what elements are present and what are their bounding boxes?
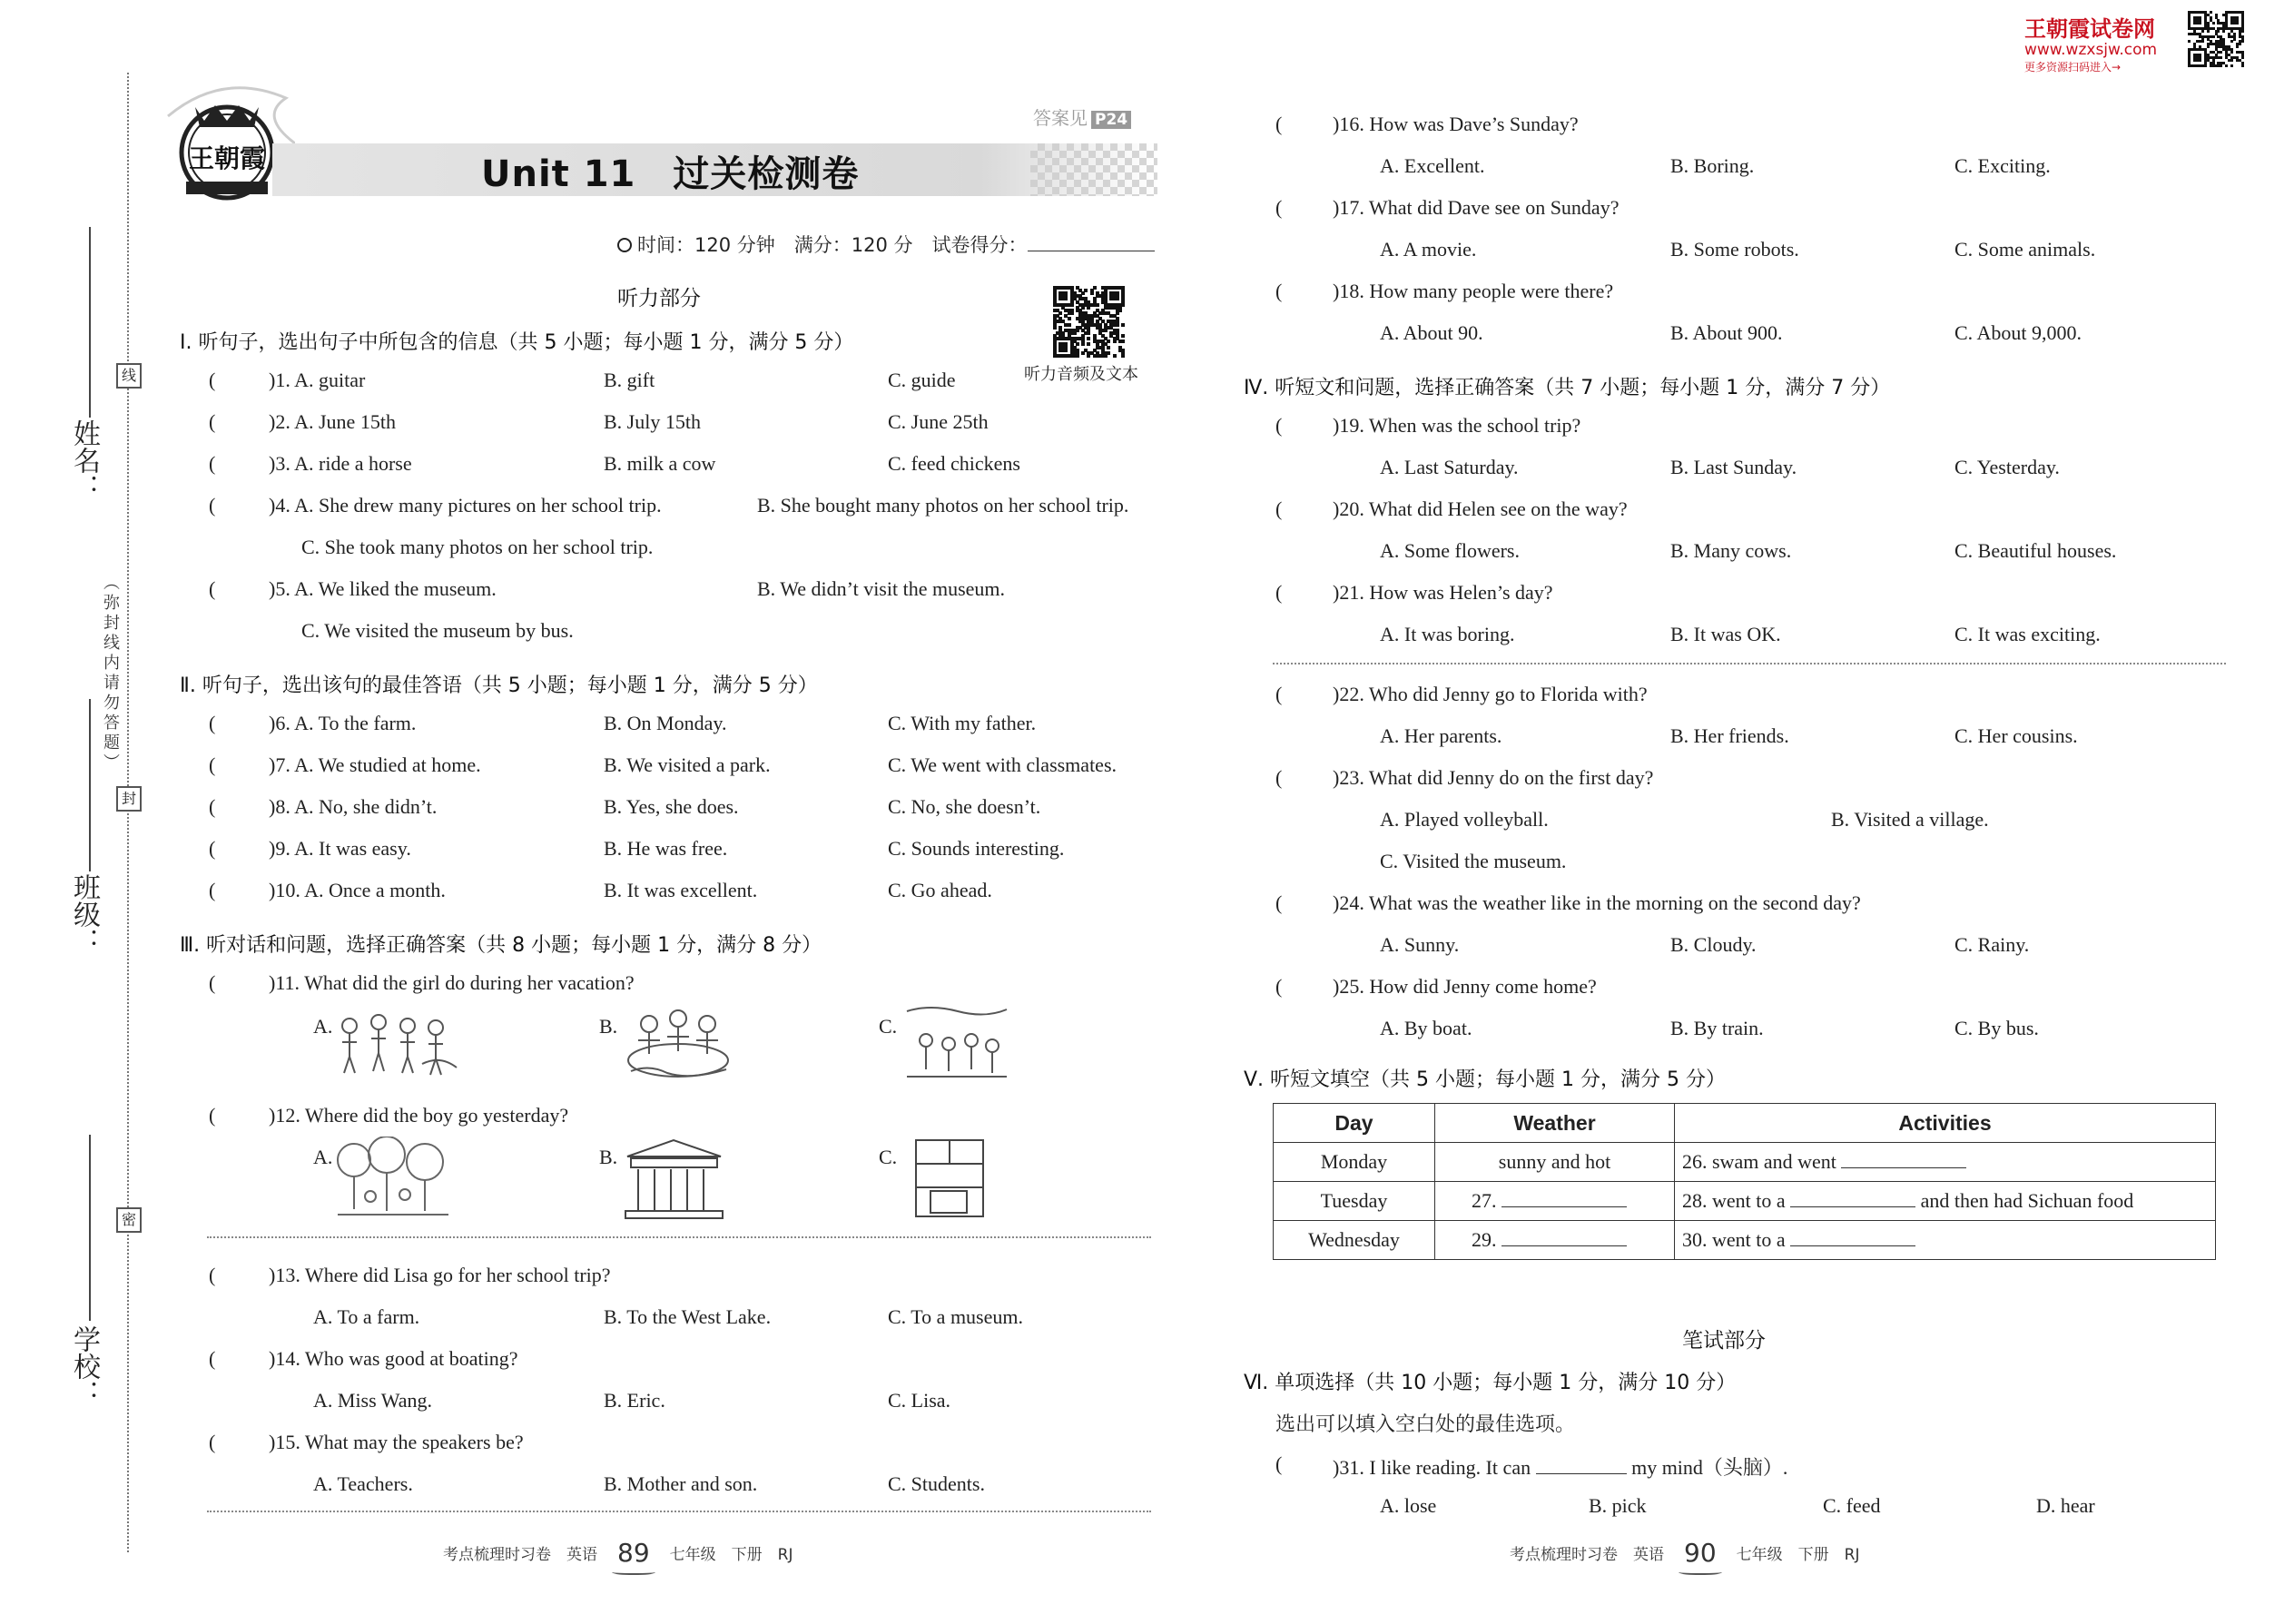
q16-option-c: C. Exciting. xyxy=(1954,154,2051,177)
q16-stem: )16. How was Dave’s Sunday? xyxy=(1333,113,1579,135)
q17-option-c: C. Some animals. xyxy=(1954,238,2096,261)
brand-qr-code-icon[interactable] xyxy=(2188,11,2244,67)
section-4-title: Ⅳ. 听短文和问题，选择正确答案（共 7 小题；每小题 1 分，满分 7 分） xyxy=(1244,377,1891,399)
q9-option-c: C. Sounds interesting. xyxy=(888,837,1065,860)
brand-url[interactable]: www.wzxsjw.com xyxy=(2024,41,2158,59)
footer-left: 考点梳理时习卷 英语 89 七年级 下册 RJ xyxy=(443,1538,793,1568)
divider xyxy=(207,1511,1151,1512)
q12-picture-c-icon[interactable] xyxy=(912,1137,987,1220)
answer-paren[interactable]: ( xyxy=(1275,196,1283,219)
q12-stem: )12. Where did the boy go yesterday? xyxy=(269,1104,569,1127)
q18-option-c: C. About 9,000. xyxy=(1954,321,2082,344)
answer-paren[interactable]: ( xyxy=(209,795,216,818)
q14-option-c: C. Lisa. xyxy=(888,1389,951,1412)
q7-option-b: B. We visited a park. xyxy=(604,753,771,776)
schedule-table xyxy=(1273,1103,2216,1260)
q23-option-a: A. Played volleyball. xyxy=(1380,808,1549,831)
q13-stem: )13. Where did Lisa go for her school trip? xyxy=(269,1264,611,1286)
q13-option-c: C. To a museum. xyxy=(888,1305,1023,1328)
answer-paren[interactable]: ( xyxy=(209,753,216,776)
name-label: 姓名： xyxy=(68,419,100,501)
q13-option-a: A. To a farm. xyxy=(313,1305,420,1328)
page-number: 89 xyxy=(617,1538,650,1568)
q24-stem: )24. What was the weather like in the morning on the second day? xyxy=(1333,891,1861,914)
q14-option-a: A. Miss Wang. xyxy=(313,1389,433,1412)
answer-paren[interactable]: ( xyxy=(1275,975,1283,998)
binding-strip xyxy=(0,0,159,1624)
q20-stem: )20. What did Helen see on the way? xyxy=(1333,497,1628,520)
q31-stem: )31. I like reading. It can my mind（头脑）. xyxy=(1333,1456,1788,1479)
binding-mark-line: 线 xyxy=(116,363,142,389)
q8-option-a: )8. A. No, she didn’t. xyxy=(269,795,438,818)
q31-option-c: C. feed xyxy=(1823,1494,1881,1517)
q4-option-c: C. She took many photos on her school trip. xyxy=(301,536,654,558)
q23-option-c: C. Visited the museum. xyxy=(1380,850,1567,872)
q19-option-c: C. Yesterday. xyxy=(1954,456,2060,478)
section-5-title: Ⅴ. 听短文填空（共 5 小题；每小题 1 分，满分 5 分） xyxy=(1244,1068,1726,1091)
q15-option-b: B. Mother and son. xyxy=(604,1472,758,1495)
answer-paren[interactable]: ( xyxy=(1275,414,1283,437)
brand-name: 王朝霞试卷网 xyxy=(2024,16,2155,42)
q2-option-b: B. July 15th xyxy=(604,410,701,433)
q15-option-a: A. Teachers. xyxy=(313,1472,413,1495)
answer-paren[interactable]: ( xyxy=(209,494,216,517)
q14-option-b: B. Eric. xyxy=(604,1389,665,1412)
table-cell: sunny and hot xyxy=(1435,1143,1675,1182)
table-cell: 28. went to a and then had Sichuan food xyxy=(1675,1182,2216,1221)
table-header: Activities xyxy=(1675,1104,2216,1143)
q18-stem: )18. How many people were there? xyxy=(1333,280,1614,302)
q21-option-c: C. It was exciting. xyxy=(1954,623,2101,645)
q7-option-c: C. We went with classmates. xyxy=(888,753,1117,776)
q20-option-c: C. Beautiful houses. xyxy=(1954,539,2117,562)
q14-stem: )14. Who was good at boating? xyxy=(269,1347,518,1370)
q5-option-c: C. We visited the museum by bus. xyxy=(301,619,574,642)
q17-option-a: A. A movie. xyxy=(1380,238,1477,261)
q11-picture-a-icon[interactable] xyxy=(331,1009,458,1084)
q5-option-b: B. We didn’t visit the museum. xyxy=(757,577,1006,600)
q23-stem: )23. What did Jenny do on the first day? xyxy=(1333,766,1654,789)
q23-option-b: B. Visited a village. xyxy=(1831,808,1989,831)
q12-picture-b-icon[interactable] xyxy=(622,1137,726,1220)
qr-caption: 听力音频及文本 xyxy=(1024,365,1138,384)
q10-option-b: B. It was excellent. xyxy=(604,879,758,901)
q3-option-a: )3. A. ride a horse xyxy=(269,452,412,475)
q19-option-a: A. Last Saturday. xyxy=(1380,456,1519,478)
answer-paren[interactable]: ( xyxy=(1275,1452,1283,1475)
divider xyxy=(207,1236,1151,1238)
q2-option-a: )2. A. June 15th xyxy=(269,410,396,433)
blank-26[interactable] xyxy=(1841,1152,1966,1168)
q22-stem: )22. Who did Jenny go to Florida with? xyxy=(1333,683,1648,705)
table-row xyxy=(1274,1221,2216,1260)
blank-27[interactable] xyxy=(1501,1191,1627,1207)
answer-page-badge: P24 xyxy=(1091,111,1131,129)
q31-option-a: A. lose xyxy=(1380,1494,1437,1517)
table-cell: 27. xyxy=(1435,1182,1675,1221)
answer-paren[interactable]: ( xyxy=(1275,683,1283,705)
svg-text:王朝霞: 王朝霞 xyxy=(188,143,266,173)
q7-option-a: )7. A. We studied at home. xyxy=(269,753,481,776)
blank-29[interactable] xyxy=(1501,1230,1627,1246)
q22-option-b: B. Her friends. xyxy=(1670,724,1789,747)
q18-option-a: A. About 90. xyxy=(1380,321,1483,344)
q8-option-c: C. No, she doesn’t. xyxy=(888,795,1041,818)
table-cell: 26. swam and went xyxy=(1675,1143,2216,1182)
class-label: 班级： xyxy=(68,873,100,955)
q20-option-b: B. Many cows. xyxy=(1670,539,1792,562)
page-title: Unit 11 过关检测卷 xyxy=(481,153,860,195)
q1-option-c: C. guide xyxy=(888,369,956,391)
q2-option-c: C. June 25th xyxy=(888,410,989,433)
answer-paren[interactable]: ( xyxy=(1275,581,1283,604)
q10-option-c: C. Go ahead. xyxy=(888,879,992,901)
q31-option-d: D. hear xyxy=(2036,1494,2095,1517)
binding-dotted-line xyxy=(127,73,129,1552)
answer-reference: 答案见 P24 xyxy=(1033,103,1131,130)
q11-label-c: C. xyxy=(879,1015,898,1038)
q5-option-a: )5. A. We liked the museum. xyxy=(269,577,497,600)
blank-31[interactable] xyxy=(1536,1458,1627,1474)
section-1-title: Ⅰ. 听句子，选出句子中所包含的信息（共 5 小题；每小题 1 分，满分 5 分） xyxy=(180,331,854,354)
q21-stem: )21. How was Helen’s day? xyxy=(1333,581,1553,604)
q3-option-b: B. milk a cow xyxy=(604,452,716,475)
blank-28[interactable] xyxy=(1790,1191,1915,1207)
section-3-title: Ⅲ. 听对话和问题，选择正确答案（共 8 小题；每小题 1 分，满分 8 分） xyxy=(180,934,822,957)
q6-option-c: C. With my father. xyxy=(888,712,1037,734)
q25-option-b: B. By train. xyxy=(1670,1017,1764,1039)
q9-option-a: )9. A. It was easy. xyxy=(269,837,411,860)
binding-mark-seal: 封 xyxy=(116,786,142,812)
table-cell: 29. xyxy=(1435,1221,1675,1260)
q12-label-b: B. xyxy=(599,1146,618,1168)
q8-option-b: B. Yes, she does. xyxy=(604,795,739,818)
q25-option-c: C. By bus. xyxy=(1954,1017,2039,1039)
q4-option-b: B. She bought many photos on her school trip. xyxy=(757,494,1129,517)
q19-option-b: B. Last Sunday. xyxy=(1670,456,1797,478)
section-6-instruction: 选出可以填入空白处的最佳选项。 xyxy=(1275,1413,1576,1436)
section-6-title: Ⅵ. 单项选择（共 10 小题；每小题 1 分，满分 10 分） xyxy=(1244,1372,1737,1394)
clock-icon xyxy=(617,238,632,252)
q15-option-c: C. Students. xyxy=(888,1472,985,1495)
q13-option-b: B. To the West Lake. xyxy=(604,1305,772,1328)
listening-part-title: 听力部分 xyxy=(617,287,701,310)
answer-paren[interactable]: ( xyxy=(209,971,216,994)
binding-note: （弥封线内请勿答题） xyxy=(101,574,120,773)
blank-30[interactable] xyxy=(1790,1230,1915,1246)
page-number: 90 xyxy=(1684,1538,1717,1568)
q16-option-b: B. Boring. xyxy=(1670,154,1755,177)
school-label: 学校： xyxy=(68,1325,100,1407)
answer-paren[interactable]: ( xyxy=(209,369,216,391)
q9-option-b: B. He was free. xyxy=(604,837,728,860)
binding-mark-secret: 密 xyxy=(116,1207,142,1233)
q24-option-a: A. Sunny. xyxy=(1380,933,1460,956)
table-header: Day xyxy=(1274,1104,1435,1143)
answer-paren[interactable]: ( xyxy=(209,1264,216,1286)
q12-label-c: C. xyxy=(879,1146,898,1168)
q31-option-b: B. pick xyxy=(1589,1494,1647,1517)
q4-option-a: )4. A. She drew many pictures on her school trip. xyxy=(269,494,662,517)
name-blank xyxy=(89,227,91,418)
q11-picture-b-icon[interactable] xyxy=(622,1004,735,1084)
q18-option-b: B. About 900. xyxy=(1670,321,1783,344)
q3-option-c: C. feed chickens xyxy=(888,452,1020,475)
q25-option-a: A. By boat. xyxy=(1380,1017,1472,1039)
q22-option-c: C. Her cousins. xyxy=(1954,724,2078,747)
answer-paren[interactable]: ( xyxy=(209,452,216,475)
q12-picture-a-icon[interactable] xyxy=(334,1137,452,1220)
answer-paren[interactable]: ( xyxy=(1275,113,1283,135)
table-cell: 30. went to a xyxy=(1675,1221,2216,1260)
table-header: Weather xyxy=(1435,1104,1675,1143)
answer-paren[interactable]: ( xyxy=(1275,766,1283,789)
brand-slogan: 更多资源扫码进入→ xyxy=(2024,61,2122,74)
answer-paren[interactable]: ( xyxy=(1275,891,1283,914)
q24-option-b: B. Cloudy. xyxy=(1670,933,1757,956)
q20-option-a: A. Some flowers. xyxy=(1380,539,1520,562)
footer-right: 考点梳理时习卷 英语 90 七年级 下册 RJ xyxy=(1510,1538,1860,1568)
q24-option-c: C. Rainy. xyxy=(1954,933,2030,956)
q25-stem: )25. How did Jenny come home? xyxy=(1333,975,1597,998)
class-blank xyxy=(89,699,91,871)
table-cell: Monday xyxy=(1274,1143,1435,1182)
writing-part-title: 笔试部分 xyxy=(1682,1329,1766,1353)
answer-paren[interactable]: ( xyxy=(1275,280,1283,302)
table-row xyxy=(1274,1182,2216,1221)
qr-code-icon[interactable] xyxy=(1053,286,1124,357)
q1-option-a: )1. A. guitar xyxy=(269,369,366,391)
q16-option-a: A. Excellent. xyxy=(1380,154,1485,177)
answer-paren[interactable]: ( xyxy=(1275,497,1283,520)
table-row xyxy=(1274,1143,2216,1182)
school-blank xyxy=(89,1135,91,1321)
q6-option-b: B. On Monday. xyxy=(604,712,727,734)
q17-option-b: B. Some robots. xyxy=(1670,238,1799,261)
answer-paren[interactable]: ( xyxy=(209,837,216,860)
q22-option-a: A. Her parents. xyxy=(1380,724,1502,747)
q19-stem: )19. When was the school trip? xyxy=(1333,414,1581,437)
q15-stem: )15. What may the speakers be? xyxy=(269,1431,524,1453)
answer-paren[interactable]: ( xyxy=(209,1104,216,1127)
q1-option-b: B. gift xyxy=(604,369,655,391)
answer-paren[interactable]: ( xyxy=(209,1347,216,1370)
divider xyxy=(1273,663,2226,664)
q11-label-b: B. xyxy=(599,1015,618,1038)
answer-paren[interactable]: ( xyxy=(209,712,216,734)
answer-paren[interactable]: ( xyxy=(209,410,216,433)
q21-option-b: B. It was OK. xyxy=(1670,623,1781,645)
q11-label-a: A. xyxy=(313,1015,333,1038)
q21-option-a: A. It was boring. xyxy=(1380,623,1515,645)
answer-paren[interactable]: ( xyxy=(209,879,216,901)
q10-option-a: )10. A. Once a month. xyxy=(269,879,446,901)
table-cell: Wednesday xyxy=(1274,1221,1435,1260)
table-cell: Tuesday xyxy=(1274,1182,1435,1221)
q6-option-a: )6. A. To the farm. xyxy=(269,712,417,734)
q11-stem: )11. What did the girl do during her vacation? xyxy=(269,971,635,994)
brand xyxy=(2024,11,2157,74)
q12-label-a: A. xyxy=(313,1146,333,1168)
exam-meta: 时间：120 分钟 满分：120 分 试卷得分： xyxy=(617,231,1155,258)
q17-stem: )17. What did Dave see on Sunday? xyxy=(1333,196,1620,219)
answer-paren[interactable]: ( xyxy=(209,1431,216,1453)
section-2-title: Ⅱ. 听句子，选出该句的最佳答语（共 5 小题；每小题 1 分，满分 5 分） xyxy=(180,674,818,697)
q11-picture-c-icon[interactable] xyxy=(903,1004,1010,1082)
answer-paren[interactable]: ( xyxy=(209,577,216,600)
